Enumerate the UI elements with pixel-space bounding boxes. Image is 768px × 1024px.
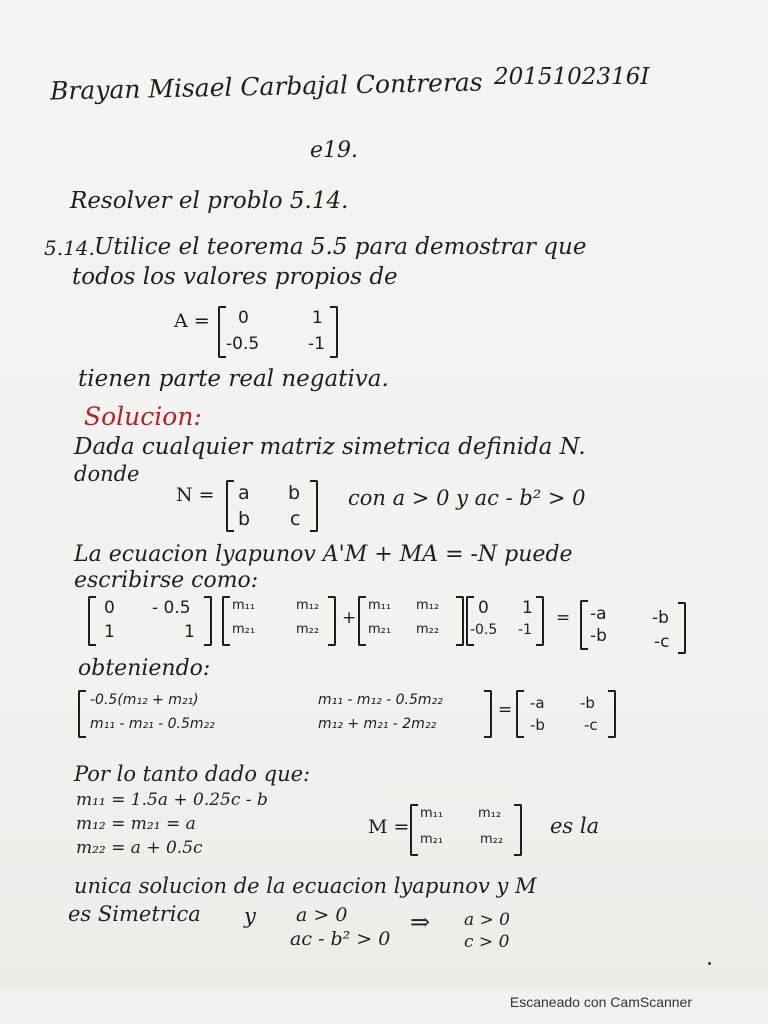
solution-line-4: escribirse como: — [74, 568, 259, 593]
eq-matrix-5-cell: -b — [590, 626, 607, 646]
matrix-a-cell: -0.5 — [226, 334, 260, 354]
instruction: Resolver el problo 5.14. — [70, 188, 349, 214]
solution-m12: m₁₂ = m₂₁ = a — [76, 814, 196, 834]
eq-matrix-4-cell: 1 — [522, 598, 533, 618]
solution-m11: m₁₁ = 1.5a + 0.25c - b — [76, 790, 268, 810]
res-matrix-2-right-bracket — [608, 690, 616, 738]
eq-matrix-5-left-bracket — [580, 600, 588, 650]
matrix-a-cell: -1 — [308, 334, 325, 354]
matrix-m-cell: m₂₁ — [420, 832, 444, 847]
matrix-a-cell: 0 — [238, 308, 249, 328]
eq-matrix-1-left-bracket — [88, 596, 96, 646]
eq-matrix-1-right-bracket — [204, 596, 212, 646]
matrix-m-label: M = — [368, 816, 410, 838]
eq-matrix-1-cell: 0 — [104, 598, 115, 618]
matrix-n-cell: c — [290, 508, 301, 530]
es-la-text: es la — [550, 814, 600, 838]
eq-matrix-2-cell: m₁₁ — [232, 598, 256, 613]
camscanner-watermark: Escaneado con CamScanner — [509, 994, 692, 1010]
eq-matrix-3-cell: m₂₁ — [368, 622, 392, 637]
eq-matrix-2-cell: m₁₂ — [296, 598, 320, 613]
eq-matrix-5-cell: -a — [590, 604, 607, 624]
res-matrix-1-cell: m₁₁ - m₁₂ - 0.5m₂₂ — [318, 692, 443, 708]
solution-line-8a: es Simetrica — [68, 902, 201, 926]
matrix-a-label: A = — [174, 310, 210, 332]
eq-matrix-4-cell: -1 — [518, 622, 532, 638]
eq-matrix-5-cell: -b — [652, 608, 669, 628]
matrix-n-left-bracket — [226, 480, 234, 532]
implies-arrow: ⇒ — [410, 908, 431, 936]
matrix-m-cell: m₁₁ — [420, 806, 444, 821]
res-matrix-1-right-bracket — [484, 690, 492, 738]
problem-line-3: tienen parte real negativa. — [78, 366, 389, 392]
matrix-m-right-bracket — [514, 804, 522, 856]
matrix-n-cell: b — [238, 508, 251, 530]
problem-line-1: Utilice el teorema 5.5 para demostrar que — [94, 234, 587, 260]
matrix-n-condition: con a > 0 y ac - b² > 0 — [348, 486, 586, 510]
eq-matrix-4-right-bracket — [536, 596, 544, 646]
eq-matrix-2-cell: m₂₁ — [232, 622, 256, 637]
eq-matrix-1-cell: 1 — [184, 622, 195, 642]
solution-line-7: unica solucion de la ecuacion lyapunov y M — [74, 874, 537, 898]
res-matrix-1-cell: -0.5(m₁₂ + m₂₁) — [90, 692, 199, 708]
solution-line-8b: y — [244, 904, 256, 928]
matrix-a-left-bracket — [218, 306, 226, 358]
res-equals-sign: = — [498, 700, 513, 720]
eq-matrix-4-left-bracket — [466, 596, 474, 646]
solution-line-1: Dada cualquier matriz simetrica definida N. — [74, 434, 586, 460]
matrix-n-label: N = — [176, 484, 215, 506]
eq-matrix-3-cell: m₁₂ — [416, 598, 440, 613]
solution-line-5: obteniendo: — [78, 656, 211, 681]
eq-plus-sign: + — [342, 608, 357, 628]
res-matrix-1-left-bracket — [78, 690, 86, 738]
eq-matrix-3-right-bracket — [456, 596, 464, 646]
res-matrix-2-cell: -c — [584, 716, 598, 734]
matrix-a-cell: 1 — [312, 308, 323, 328]
matrix-m-cell: m₂₂ — [480, 832, 504, 847]
matrix-m-left-bracket — [410, 804, 418, 856]
res-matrix-2-left-bracket — [516, 690, 524, 738]
condition-determinant: ac - b² > 0 — [290, 928, 391, 950]
result-c-positive: c > 0 — [464, 932, 510, 952]
solution-line-3: La ecuacion lyapunov A'M + MA = -N puede — [74, 542, 573, 567]
student-id: 2015102316I — [494, 64, 650, 90]
eq-matrix-5-right-bracket — [678, 602, 686, 654]
eq-matrix-5-cell: -c — [654, 632, 670, 652]
eq-matrix-2-left-bracket — [222, 596, 230, 646]
eq-matrix-3-left-bracket — [358, 596, 366, 646]
eq-matrix-2-right-bracket — [328, 596, 336, 646]
student-name: Brayan Misael Carbajal Contreras — [49, 67, 483, 106]
exercise-label: e19. — [310, 138, 359, 163]
res-matrix-2-cell: -b — [580, 694, 595, 712]
eq-matrix-2-cell: m₂₂ — [296, 622, 320, 637]
problem-line-2: todos los valores propios de — [72, 264, 398, 290]
eq-matrix-4-cell: 0 — [478, 598, 489, 618]
eq-matrix-1-cell: - 0.5 — [152, 598, 191, 618]
eq-matrix-3-cell: m₁₁ — [368, 598, 392, 613]
matrix-m-cell: m₁₂ — [478, 806, 502, 821]
eq-equals-sign: = — [556, 608, 571, 628]
eq-matrix-3-cell: m₂₂ — [416, 622, 440, 637]
res-matrix-2-cell: -a — [530, 694, 545, 712]
eq-matrix-1-cell: 1 — [104, 622, 115, 642]
result-a-positive: a > 0 — [464, 910, 511, 930]
solution-heading: Solucion: — [84, 402, 202, 431]
condition-a-positive: a > 0 — [296, 904, 348, 926]
matrix-n-right-bracket — [310, 480, 318, 532]
ink-dot — [708, 962, 711, 965]
res-matrix-1-cell: m₁₁ - m₂₁ - 0.5m₂₂ — [90, 716, 215, 732]
solution-m22: m₂₂ = a + 0.5c — [76, 838, 203, 858]
res-matrix-2-cell: -b — [530, 716, 545, 734]
solution-line-2: donde — [74, 462, 140, 486]
matrix-n-cell: b — [288, 482, 301, 504]
matrix-n-cell: a — [238, 482, 250, 504]
matrix-a-right-bracket — [330, 306, 338, 358]
solution-line-6: Por lo tanto dado que: — [74, 762, 311, 786]
problem-number: 5.14. — [44, 236, 95, 260]
res-matrix-1-cell: m₁₂ + m₂₁ - 2m₂₂ — [318, 716, 437, 732]
eq-matrix-4-cell: -0.5 — [470, 622, 498, 638]
